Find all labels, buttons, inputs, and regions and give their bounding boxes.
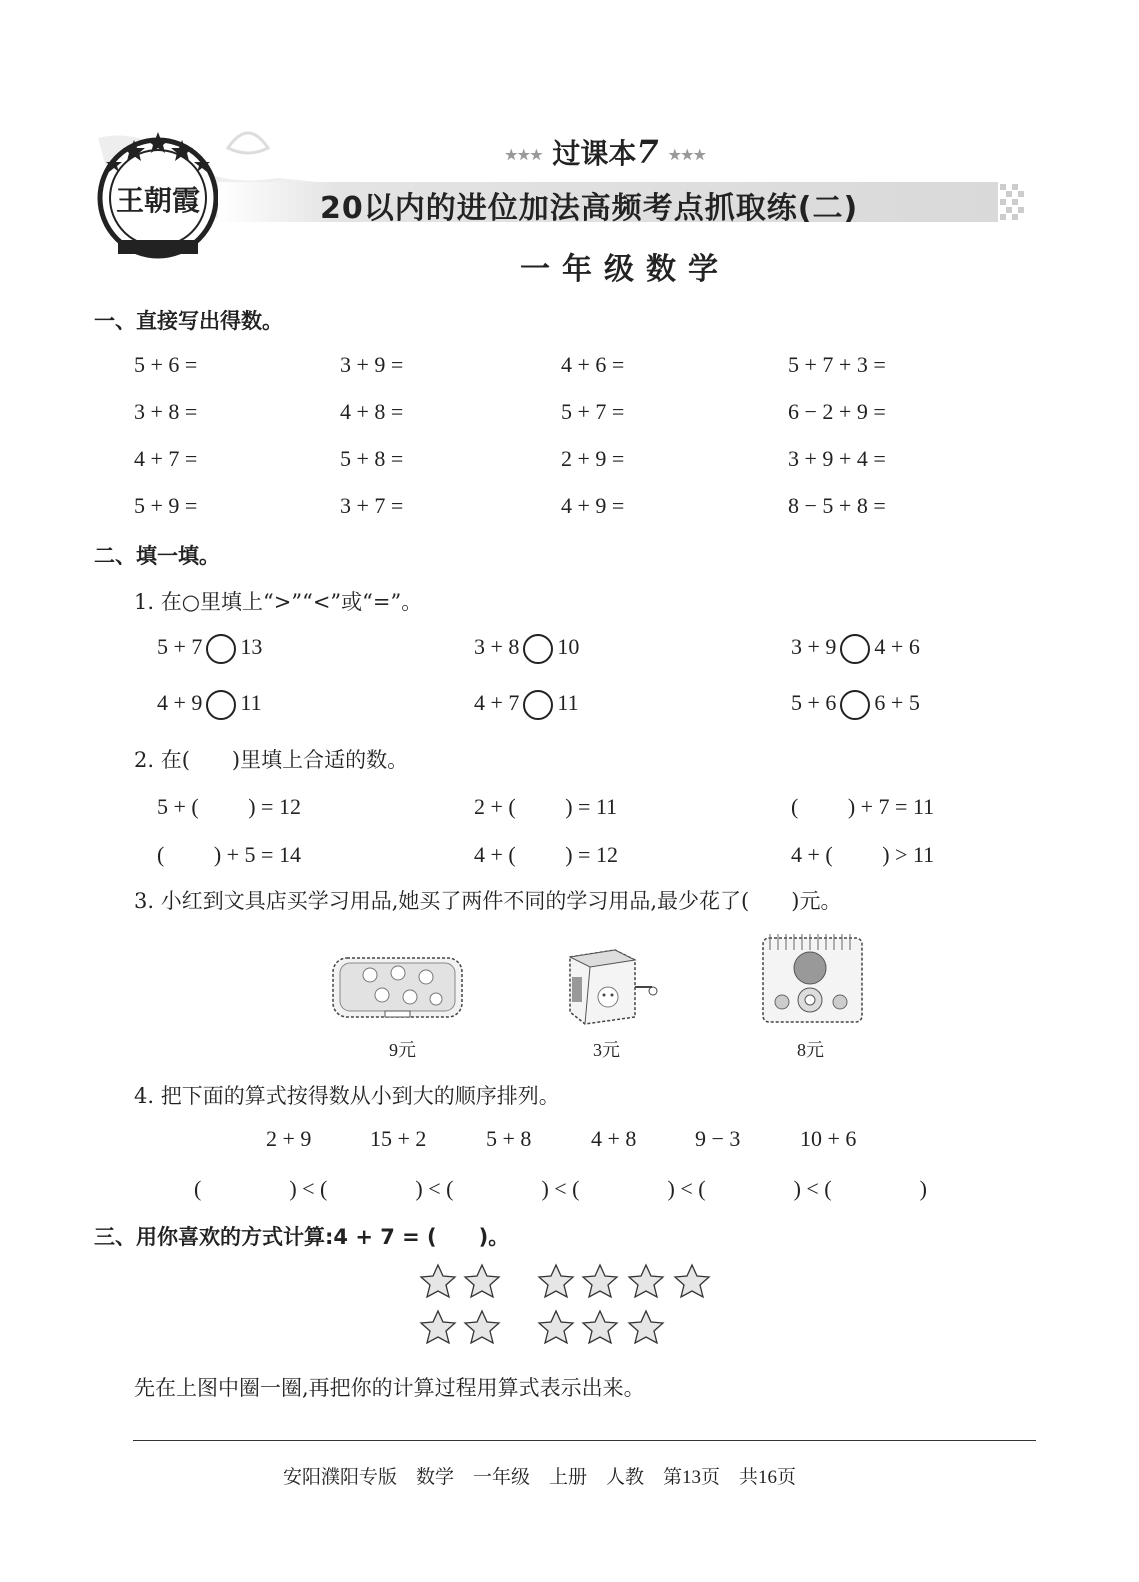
compare-item — [791, 690, 920, 720]
compare-item — [791, 634, 920, 664]
arith-item: 2 + 9 = — [561, 446, 625, 471]
page-subtitle: 一年级数学 — [520, 252, 730, 287]
compare-left: 4 + 7 — [474, 690, 520, 716]
pencil-sharpener-image — [560, 942, 660, 1027]
compare-item — [157, 690, 262, 720]
arith-item: 3 + 7 = — [340, 493, 404, 518]
star-icon — [539, 1265, 573, 1297]
q3-prompt: 3. 小红到文具店买学习用品,她买了两件不同的学习用品,最少花了( )元。 — [134, 889, 842, 913]
compare-right: 11 — [557, 690, 579, 716]
star-icon — [421, 1265, 455, 1297]
compare-left: 5 + 6 — [791, 690, 837, 716]
star-icon — [465, 1265, 499, 1297]
arith-item: 4 + 7 = — [134, 446, 198, 471]
fill-blank-item[interactable]: ( ) + 7 = 11 — [791, 794, 935, 819]
compare-left: 5 + 7 — [157, 634, 203, 660]
sort-expression: 9 − 3 — [695, 1126, 741, 1151]
series-label — [505, 132, 745, 171]
sort-expression: 10 + 6 — [800, 1126, 857, 1151]
arith-item: 8 − 5 + 8 = — [788, 493, 886, 518]
compare-left: 3 + 9 — [791, 634, 837, 660]
star-icon — [583, 1311, 617, 1343]
fill-blank-item[interactable]: 4 + ( ) > 11 — [791, 842, 935, 867]
fill-blank-item[interactable]: 2 + ( ) = 11 — [474, 794, 618, 819]
arith-item: 4 + 6 = — [561, 352, 625, 377]
arith-item: 4 + 8 = — [340, 399, 404, 424]
sort-expression: 4 + 8 — [591, 1126, 637, 1151]
compare-left: 3 + 8 — [474, 634, 520, 660]
footer-divider — [133, 1440, 1036, 1441]
star-icon — [421, 1311, 455, 1343]
star-decoration-right: ★★★ — [668, 147, 707, 164]
compare-right: 6 + 5 — [874, 690, 920, 716]
compare-item — [474, 690, 579, 720]
arith-item: 3 + 9 + 4 = — [788, 446, 886, 471]
crayon-box-image — [760, 930, 865, 1025]
section1-title: 一、直接写出得数。 — [94, 309, 283, 333]
answer-circle[interactable] — [206, 690, 236, 720]
series-name: 过课本 — [552, 137, 637, 170]
answer-circle[interactable] — [206, 634, 236, 664]
arith-item: 3 + 9 = — [340, 352, 404, 377]
price-label: 9元 — [389, 1040, 416, 1060]
fill-blank-item[interactable]: ( ) + 5 = 14 — [157, 842, 301, 867]
arith-item: 5 + 8 = — [340, 446, 404, 471]
star-icon — [465, 1311, 499, 1343]
star-icon — [629, 1265, 663, 1297]
arith-item: 5 + 9 = — [134, 493, 198, 518]
section3-title: 三、用你喜欢的方式计算:4 + 7 = ( )。 — [94, 1225, 510, 1249]
star-icon — [629, 1311, 663, 1343]
star-decoration-left: ★★★ — [505, 147, 543, 164]
arith-item: 3 + 8 = — [134, 399, 198, 424]
compare-right: 10 — [557, 634, 580, 660]
compare-item — [157, 634, 262, 664]
section2-title: 二、填一填。 — [94, 544, 220, 568]
arith-item: 6 − 2 + 9 = — [788, 399, 886, 424]
arith-item: 5 + 7 = — [561, 399, 625, 424]
compare-right: 11 — [240, 690, 262, 716]
page-title: 20以内的进位加法高频考点抓取练(二) — [320, 191, 859, 226]
compare-right: 13 — [240, 634, 263, 660]
q2-prompt: 2. 在( )里填上合适的数。 — [134, 748, 409, 772]
fill-blank-item[interactable]: 5 + ( ) = 12 — [157, 794, 301, 819]
q1-prompt: 1. 在○里填上“>”“<”或“=”。 — [134, 590, 423, 614]
sort-expression: 15 + 2 — [370, 1126, 427, 1151]
svg-text:王朝霞: 王朝霞 — [115, 184, 201, 217]
price-label: 3元 — [593, 1040, 620, 1060]
pencil-case-image — [330, 955, 465, 1020]
fill-blank-item[interactable]: 4 + ( ) = 12 — [474, 842, 618, 867]
star-icon — [539, 1311, 573, 1343]
answer-circle[interactable] — [840, 634, 870, 664]
series-number: 7 — [636, 133, 659, 171]
order-answer-line[interactable]: ( ) < ( ) < ( ) < ( ) < ( ) < ( ) — [194, 1176, 927, 1201]
star-icon — [583, 1265, 617, 1297]
arith-item: 4 + 9 = — [561, 493, 625, 518]
arith-item: 5 + 7 + 3 = — [788, 352, 886, 377]
arith-item: 5 + 6 = — [134, 352, 198, 377]
answer-circle[interactable] — [523, 690, 553, 720]
compare-item — [474, 634, 579, 664]
compare-right: 4 + 6 — [874, 634, 920, 660]
answer-circle[interactable] — [840, 690, 870, 720]
page-footer: 安阳濮阳专版 数学 一年级 上册 人教 第13页 共16页 — [283, 1467, 797, 1488]
sort-expression: 5 + 8 — [486, 1126, 532, 1151]
answer-circle[interactable] — [523, 634, 553, 664]
section3-instruction: 先在上图中圈一圈,再把你的计算过程用算式表示出来。 — [134, 1376, 645, 1400]
compare-left: 4 + 9 — [157, 690, 203, 716]
price-label: 8元 — [797, 1040, 824, 1060]
sort-expression: 2 + 9 — [266, 1126, 312, 1151]
q4-prompt: 4. 把下面的算式按得数从小到大的顺序排列。 — [134, 1084, 560, 1108]
star-icon — [675, 1265, 709, 1297]
star-group-image — [410, 1262, 720, 1352]
